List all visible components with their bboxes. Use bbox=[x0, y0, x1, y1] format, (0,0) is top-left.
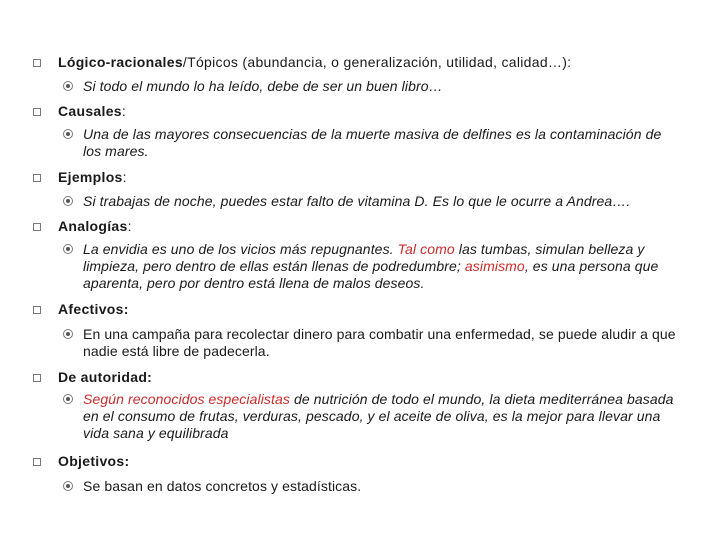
circle-bullet-icon bbox=[63, 394, 73, 404]
item-heading: Objetivos: bbox=[58, 453, 130, 469]
circle-bullet-icon bbox=[63, 244, 73, 254]
circle-bullet-icon bbox=[63, 329, 73, 339]
item-heading: Causales: bbox=[58, 103, 127, 119]
square-bullet-icon bbox=[33, 458, 41, 466]
item-heading: Ejemplos: bbox=[58, 169, 127, 185]
item-example: Se basan en datos concretos y estadísticas. bbox=[83, 478, 362, 494]
item-example: Si todo el mundo lo ha leído, debe de ser un buen libro… bbox=[83, 78, 443, 94]
item-heading: Afectivos: bbox=[58, 301, 129, 317]
circle-bullet-icon bbox=[63, 481, 73, 491]
square-bullet-icon bbox=[33, 374, 41, 382]
item-example: Una de las mayores consecuencias de la muerte masiva de delfines es la contaminación de los mares. bbox=[83, 126, 662, 159]
item-heading: De autoridad: bbox=[58, 369, 153, 385]
circle-bullet-icon bbox=[63, 81, 73, 91]
square-bullet-icon bbox=[33, 174, 41, 182]
square-bullet-icon bbox=[33, 223, 41, 231]
item-heading: Lógico-racionales/Tópicos (abundancia, o generalización, utilidad, calidad…): bbox=[58, 54, 572, 70]
item-heading: Analogías: bbox=[58, 218, 132, 234]
square-bullet-icon bbox=[33, 306, 41, 314]
circle-bullet-icon bbox=[63, 129, 73, 139]
item-example: En una campaña para recolectar dinero para combatir una enfermedad, se puede aludir a que nadie está libre de padecerla. bbox=[83, 326, 676, 359]
item-example: Si trabajas de noche, puedes estar falto de vitamina D. Es lo que le ocurre a Andrea…. bbox=[83, 193, 631, 209]
item-example: Según reconocidos especialistas de nutrición de todo el mundo, la dieta mediterránea basada en el consumo de frutas, verduras, pescado, y el aceite de oliva, es la mejor para llevar una vida sana y equilibrada bbox=[83, 391, 674, 441]
square-bullet-icon bbox=[33, 108, 41, 116]
circle-bullet-icon bbox=[63, 196, 73, 206]
item-example: La envidia es uno de los vicios más repugnantes. Tal como las tumbas, simulan belleza y limpieza, pero dentro de ellas están llenas de podredumbre; asimismo, es una persona que aparenta, pero por dentro está llena de malos deseos. bbox=[83, 241, 659, 291]
square-bullet-icon bbox=[33, 59, 41, 67]
